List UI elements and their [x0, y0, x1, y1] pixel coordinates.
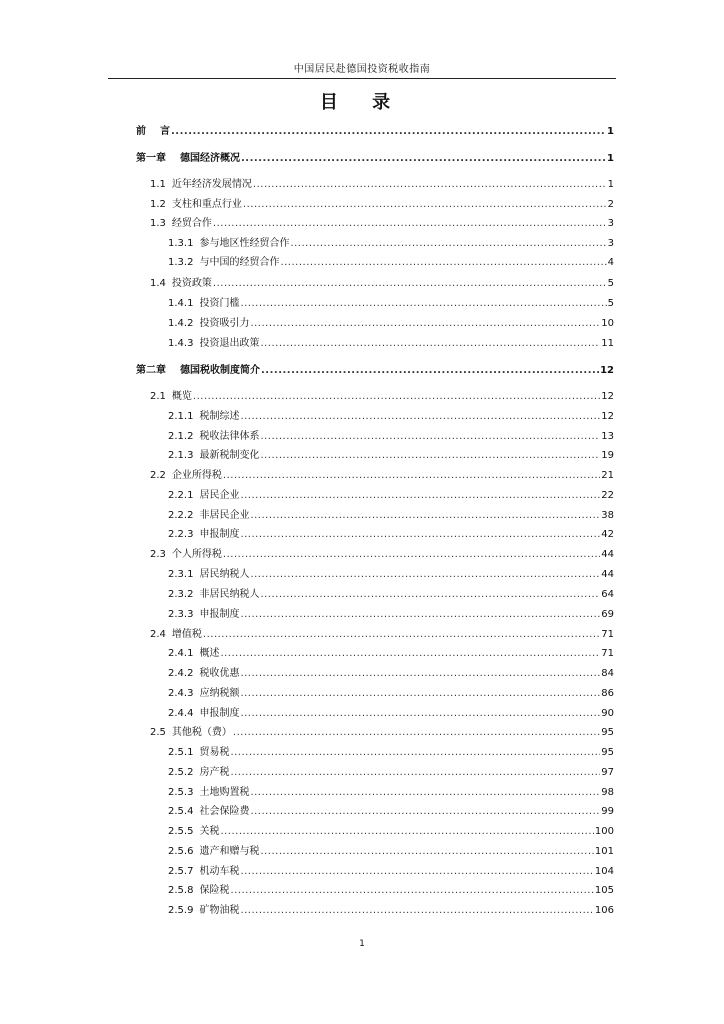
toc-entry[interactable] — [150, 198, 614, 212]
toc-entry-text: 经贸合作 — [171, 218, 212, 229]
toc-dot-leader — [240, 489, 600, 503]
toc-entry-number: 2.4.2 — [168, 668, 194, 679]
toc-entry[interactable] — [168, 237, 614, 251]
toc-entry-text: 德国经济概况 — [180, 153, 240, 164]
toc-entry-number: 2.4 — [150, 629, 166, 640]
toc-dot-leader — [203, 628, 600, 642]
running-header: 中国居民赴德国投资税收指南 — [108, 60, 616, 79]
toc-entry-page: 84 — [601, 668, 614, 679]
toc-dot-leader — [260, 337, 600, 351]
toc-entry-page: 69 — [601, 609, 614, 620]
toc-entry-text: 个人所得税 — [171, 549, 222, 560]
toc-dot-leader — [223, 548, 600, 562]
toc-entry-text: 遗产和赠与税 — [199, 846, 260, 857]
toc-entry[interactable] — [168, 588, 614, 602]
toc-entry-number: 1.4.2 — [168, 318, 194, 329]
toc-entry-text: 与中国的经贸合作 — [199, 257, 280, 268]
toc-entry[interactable] — [168, 786, 614, 800]
toc-entry-page: 42 — [601, 529, 614, 540]
toc-entry-number: 2.5.3 — [168, 787, 194, 798]
toc-entry-number: 1.3.2 — [168, 257, 194, 268]
toc-entry-text: 贸易税 — [199, 747, 230, 758]
toc-entry-text: 申报制度 — [199, 609, 240, 620]
toc-dot-leader — [240, 410, 600, 424]
toc-dot-leader — [230, 766, 600, 780]
toc-entry-text: 土地购置税 — [199, 787, 250, 798]
toc-entry[interactable] — [168, 337, 614, 351]
toc-entry-number: 2.1.2 — [168, 431, 194, 442]
toc-entry[interactable] — [136, 125, 614, 139]
toc-entry[interactable] — [168, 509, 614, 523]
toc-entry[interactable] — [168, 489, 614, 503]
toc-entry[interactable] — [168, 746, 614, 760]
toc-entry-text: 税收优惠 — [199, 668, 240, 679]
toc-entry-number: 2.5 — [150, 727, 166, 738]
toc-entry-text: 房产税 — [199, 767, 230, 778]
toc-entry-page: 1 — [607, 153, 614, 164]
toc-entry[interactable] — [168, 884, 614, 898]
toc-entry-page: 1 — [607, 126, 614, 137]
toc-dot-leader — [230, 746, 600, 760]
toc-entry-number: 2.2.2 — [168, 510, 194, 521]
toc-entry-page: 86 — [601, 688, 614, 699]
toc-entry-text: 税收法律体系 — [199, 431, 260, 442]
toc-entry-text: 社会保险费 — [199, 806, 250, 817]
toc-entry-text: 德国税收制度简介 — [180, 365, 260, 376]
toc-entry[interactable] — [168, 707, 614, 721]
toc-entry[interactable] — [168, 865, 614, 879]
toc-entry-number: 2.2 — [150, 470, 166, 481]
toc-entry-number: 2.3 — [150, 549, 166, 560]
toc-entry-number: 2.5.2 — [168, 767, 194, 778]
toc-entry[interactable] — [168, 687, 614, 701]
toc-entry-page: 5 — [607, 278, 614, 289]
toc-entry-text: 支柱和重点行业 — [171, 199, 242, 210]
toc-dot-leader — [240, 865, 593, 879]
toc-entry[interactable] — [150, 277, 614, 291]
toc-entry-page: 10 — [601, 318, 614, 329]
toc-entry[interactable] — [136, 152, 614, 166]
toc-entry-number: 2.5.5 — [168, 826, 194, 837]
toc-entry-page: 90 — [601, 708, 614, 719]
toc-entry-text: 矿物油税 — [199, 905, 240, 916]
toc-entry-page: 3 — [607, 238, 614, 249]
toc-entry-number: 2.5.1 — [168, 747, 194, 758]
page-number: 1 — [359, 939, 365, 949]
toc-entry[interactable] — [150, 628, 614, 642]
toc-entry-page: 1 — [607, 179, 614, 190]
toc-entry-number: 2.3.3 — [168, 609, 194, 620]
toc-entry-page: 71 — [601, 629, 614, 640]
toc-entry-number: 2.2.3 — [168, 529, 194, 540]
toc-entry[interactable] — [136, 364, 614, 378]
toc-entry[interactable] — [168, 297, 614, 311]
toc-entry-page: 99 — [601, 806, 614, 817]
toc-entry-text: 投资政策 — [171, 278, 212, 289]
toc-entry[interactable] — [168, 317, 614, 331]
toc-entry[interactable] — [150, 469, 614, 483]
toc-entry-text: 投资门槛 — [199, 298, 240, 309]
toc-entry-page: 71 — [601, 648, 614, 659]
toc-dot-leader — [261, 364, 599, 378]
toc-entry-number: 2.3.1 — [168, 569, 194, 580]
toc-entry-number: 1.4.1 — [168, 298, 194, 309]
toc-entry[interactable] — [168, 766, 614, 780]
toc-entry[interactable] — [168, 825, 614, 839]
toc-entry-page: 13 — [601, 431, 614, 442]
toc-dot-leader — [250, 805, 600, 819]
toc-entry[interactable] — [150, 390, 614, 404]
toc-entry-number: 1.4 — [150, 278, 166, 289]
toc-dot-leader — [250, 568, 600, 582]
toc-entry-text: 机动车税 — [199, 866, 240, 877]
toc-entry-page: 12 — [600, 365, 614, 376]
toc-dot-leader — [280, 256, 606, 270]
toc-entry-text: 关税 — [199, 826, 220, 837]
toc-entry-page: 95 — [601, 747, 614, 758]
toc-entry-page: 104 — [594, 866, 614, 877]
toc-entry-page: 64 — [601, 589, 614, 600]
toc-entry-page: 38 — [601, 510, 614, 521]
toc-entry[interactable] — [150, 217, 614, 231]
toc-entry[interactable] — [168, 805, 614, 819]
toc-dot-leader — [290, 237, 606, 251]
toc-entry-text: 近年经济发展情况 — [171, 179, 252, 190]
toc-entry-page: 19 — [601, 450, 614, 461]
toc-entry[interactable] — [168, 904, 614, 918]
toc-dot-leader — [171, 125, 606, 139]
toc-entry[interactable] — [168, 608, 614, 622]
toc-dot-leader — [213, 277, 607, 291]
toc-entry-number: 2.1.3 — [168, 450, 194, 461]
toc-entry-page: 100 — [594, 826, 614, 837]
toc-entry[interactable] — [168, 667, 614, 681]
toc-entry-label — [136, 125, 170, 139]
toc-entry-text: 概述 — [199, 648, 220, 659]
toc-entry-text: 非居民纳税人 — [199, 589, 260, 600]
toc-entry-label — [136, 152, 240, 166]
toc-dot-leader — [241, 152, 606, 166]
toc-entry-number: 2.5.9 — [168, 905, 194, 916]
toc-dot-leader — [243, 198, 607, 212]
toc-entry-text: 最新税制变化 — [199, 450, 260, 461]
toc-entry-number: 2.2.1 — [168, 490, 194, 501]
toc-dot-leader — [250, 786, 600, 800]
toc-dot-leader — [260, 449, 600, 463]
toc-entry-text: 其他税（费） — [171, 727, 232, 738]
toc-dot-leader — [240, 904, 593, 918]
toc-dot-leader — [240, 297, 606, 311]
toc-dot-leader — [213, 217, 607, 231]
toc-entry-number: 2.1 — [150, 391, 166, 402]
toc-dot-leader — [233, 726, 600, 740]
toc-entry-text: 居民纳税人 — [199, 569, 250, 580]
toc-entry-number: 2.5.8 — [168, 885, 194, 896]
toc-entry-text: 申报制度 — [199, 708, 240, 719]
toc-entry-page: 21 — [601, 470, 614, 481]
toc-dot-leader — [240, 608, 600, 622]
toc-entry-number: 1.1 — [150, 179, 166, 190]
toc-entry-text: 非居民企业 — [199, 510, 250, 521]
toc-entry-page: 105 — [594, 885, 614, 896]
toc-entry-page: 22 — [601, 490, 614, 501]
toc-entry-number: 2.4.1 — [168, 648, 194, 659]
page-title: 目 录 — [319, 92, 405, 113]
toc-dot-leader — [230, 884, 593, 898]
toc-entry-page: 97 — [601, 767, 614, 778]
toc-entry-text: 投资吸引力 — [199, 318, 250, 329]
toc-dot-leader — [193, 390, 600, 404]
toc-entry-page: 101 — [594, 846, 614, 857]
toc-entry-page: 3 — [607, 218, 614, 229]
toc-entry-page: 12 — [601, 411, 614, 422]
toc-entry-number: 第二章 — [136, 365, 166, 376]
toc-entry-text: 企业所得税 — [171, 470, 222, 481]
toc-entry-text: 税制综述 — [199, 411, 240, 422]
toc-dot-leader — [240, 667, 600, 681]
toc-entry-page: 44 — [601, 549, 614, 560]
toc-entry-text: 保险税 — [199, 885, 230, 896]
toc-entry-number: 2.5.6 — [168, 846, 194, 857]
toc-entry-text: 言 — [160, 126, 170, 137]
toc-entry[interactable] — [168, 410, 614, 424]
toc-entry[interactable] — [168, 430, 614, 444]
toc-entry-number: 1.3.1 — [168, 238, 194, 249]
toc-dot-leader — [260, 845, 593, 859]
toc-dot-leader — [240, 528, 600, 542]
toc-entry-page: 98 — [601, 787, 614, 798]
toc-dot-leader — [250, 509, 600, 523]
toc-dot-leader — [250, 317, 600, 331]
toc-dot-leader — [260, 588, 600, 602]
toc-entry-number: 前 — [136, 126, 146, 137]
toc-entry-number: 2.5.7 — [168, 866, 194, 877]
toc-entry[interactable] — [168, 528, 614, 542]
toc-entry-number: 第一章 — [136, 153, 166, 164]
toc-entry-page: 12 — [601, 391, 614, 402]
toc-dot-leader — [223, 469, 600, 483]
toc-entry[interactable] — [168, 256, 614, 270]
toc-entry-number: 2.3.2 — [168, 589, 194, 600]
toc-entry[interactable] — [168, 845, 614, 859]
toc-entry-number: 1.3 — [150, 218, 166, 229]
toc-entry[interactable] — [168, 449, 614, 463]
toc-entry-text: 申报制度 — [199, 529, 240, 540]
toc-dot-leader — [253, 178, 607, 192]
toc-entry-page: 2 — [607, 199, 614, 210]
toc-entry-text: 参与地区性经贸合作 — [199, 238, 290, 249]
toc-dot-leader — [220, 647, 600, 661]
toc-entry[interactable] — [168, 568, 614, 582]
toc-entry-page: 106 — [594, 905, 614, 916]
toc-entry-text: 投资退出政策 — [199, 338, 260, 349]
toc-dot-leader — [220, 825, 593, 839]
toc-entry-page: 11 — [601, 338, 614, 349]
toc-entry-page: 44 — [601, 569, 614, 580]
toc-entry-number: 2.5.4 — [168, 806, 194, 817]
toc-entry-text: 概览 — [171, 391, 192, 402]
toc-dot-leader — [240, 707, 600, 721]
toc-entry[interactable] — [168, 647, 614, 661]
toc-entry-number: 2.4.4 — [168, 708, 194, 719]
toc-entry-page: 5 — [607, 298, 614, 309]
toc-entry[interactable] — [150, 178, 614, 192]
toc-entry-text: 应纳税额 — [199, 688, 240, 699]
toc-entry[interactable] — [150, 548, 614, 562]
toc-entry-page: 95 — [601, 727, 614, 738]
toc-entry-number: 1.4.3 — [168, 338, 194, 349]
toc-dot-leader — [260, 430, 600, 444]
toc-entry-text: 增值税 — [171, 629, 202, 640]
toc-entry[interactable] — [150, 726, 614, 740]
toc-entry-text: 居民企业 — [199, 490, 240, 501]
toc-entry-number: 1.2 — [150, 199, 166, 210]
toc-entry-page: 4 — [607, 257, 614, 268]
toc-entry-number: 2.4.3 — [168, 688, 194, 699]
toc-dot-leader — [240, 687, 600, 701]
toc-entry-number: 2.1.1 — [168, 411, 194, 422]
